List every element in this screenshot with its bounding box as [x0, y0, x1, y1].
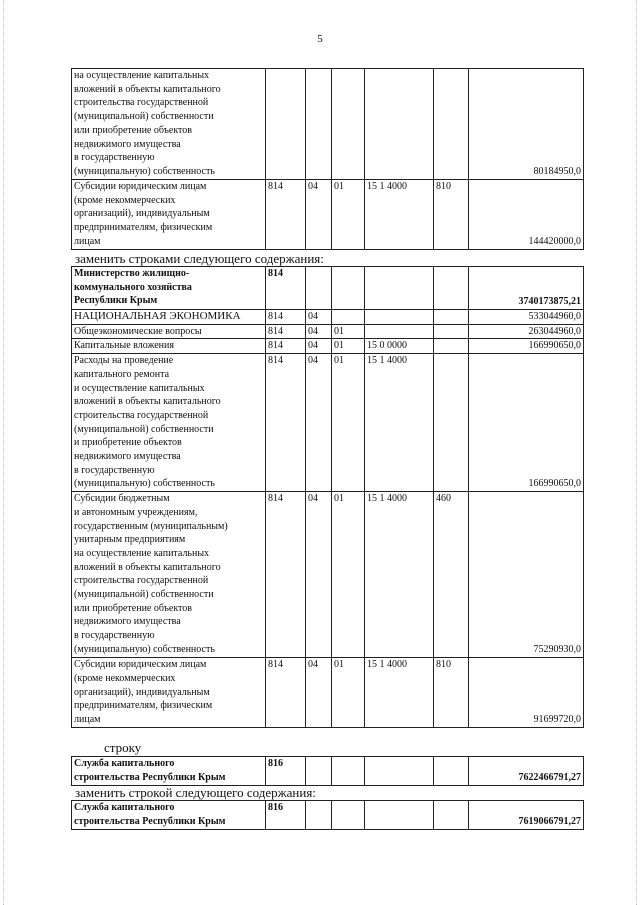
table-row [72, 180, 584, 250]
row-ved: 814 [266, 354, 306, 492]
scan-edge-left [3, 0, 4, 905]
budget-table-4 [71, 800, 584, 830]
caption-replace-row: заменить строкой следующего содержания: [75, 785, 316, 800]
row-rz: 04 [306, 658, 332, 728]
row-sum: 166990650,0 [469, 339, 584, 354]
row-vr: 460 [434, 492, 469, 658]
row-name: Расходы на проведение капитального ремонта и осуществление капитальных вложений в объекты капитального строительства государственной (муниципальной) собственности и приобретение объектов недвижимого имущества в государственную (муниципальную) собственность [72, 354, 266, 492]
row-sum: 91699720,0 [469, 658, 584, 728]
row-vr [434, 757, 469, 786]
row-csr: 15 1 4000 [365, 180, 434, 250]
row-rz: 04 [306, 339, 332, 354]
row-sum: 3740173875,21 [469, 267, 584, 310]
row-vr: 810 [434, 180, 469, 250]
row-name: Министерство жилищно- коммунального хозяйства Республики Крым [72, 267, 266, 310]
row-rz [306, 267, 332, 310]
row-sum: 166990650,0 [469, 354, 584, 492]
table-row [72, 339, 584, 354]
row-sum: 7619066791,27 [469, 801, 584, 830]
row-vr [434, 310, 469, 325]
row-vr: 810 [434, 658, 469, 728]
row-rz: 04 [306, 180, 332, 250]
row-ved: 814 [266, 492, 306, 658]
row-csr: 15 0 0000 [365, 339, 434, 354]
row-ved [266, 69, 306, 180]
row-csr [365, 69, 434, 180]
row-vr [434, 339, 469, 354]
row-name: на осуществление капитальных вложений в объекты капитального строительства государственной (муниципальной) собственности или приобретение объектов недвижимого имущества в государственную (муниципальную) собственность [72, 69, 266, 180]
row-pr: 01 [332, 492, 365, 658]
row-sum: 533044960,0 [469, 310, 584, 325]
row-sum: 75290930,0 [469, 492, 584, 658]
row-name: Капитальные вложения [72, 339, 266, 354]
row-csr [365, 267, 434, 310]
row-csr [365, 324, 434, 339]
row-csr [365, 310, 434, 325]
table-row [72, 801, 584, 830]
row-ved: 816 [266, 801, 306, 830]
scan-edge-right [636, 0, 637, 905]
row-pr [332, 801, 365, 830]
row-name: Служба капитального строительства Республики Крым [72, 801, 266, 830]
row-pr: 01 [332, 354, 365, 492]
row-name: Субсидии юридическим лицам (кроме некоммерческих организаций), индивидуальным предпринимателям, физическим лицам [72, 180, 266, 250]
page-number: 5 [317, 33, 323, 45]
row-rz: 04 [306, 492, 332, 658]
table-row [72, 492, 584, 658]
row-ved: 814 [266, 310, 306, 325]
row-csr: 15 1 4000 [365, 658, 434, 728]
row-pr [332, 757, 365, 786]
row-rz [306, 757, 332, 786]
row-ved: 814 [266, 339, 306, 354]
row-pr: 01 [332, 324, 365, 339]
row-name: Субсидии бюджетным и автономным учреждениям, государственным (муниципальным) унитарным предприятиям на осуществление капитальных вложений в объекты капитального строительства государственной (муниципальной) собственности или приобретение объектов недвижимого имущества в государственную (муниципальную) собственность [72, 492, 266, 658]
table-row [72, 267, 584, 310]
row-pr [332, 69, 365, 180]
row-rz [306, 69, 332, 180]
caption-replace-rows: заменить строками следующего содержания: [75, 251, 324, 266]
row-pr: 01 [332, 180, 365, 250]
row-vr [434, 801, 469, 830]
row-csr [365, 801, 434, 830]
row-ved: 814 [266, 324, 306, 339]
row-vr [434, 69, 469, 180]
budget-table-1 [71, 68, 584, 250]
row-sum: 144420000,0 [469, 180, 584, 250]
table-row [72, 324, 584, 339]
row-csr: 15 1 4000 [365, 354, 434, 492]
row-sum: 7622466791,27 [469, 757, 584, 786]
row-pr: 01 [332, 339, 365, 354]
budget-table-2 [71, 266, 584, 728]
row-sum: 263044960,0 [469, 324, 584, 339]
row-name: Субсидии юридическим лицам (кроме некоммерческих организаций), индивидуальным предпринимателям, физическим лицам [72, 658, 266, 728]
budget-table-3 [71, 756, 584, 786]
row-csr: 15 1 4000 [365, 492, 434, 658]
row-name: НАЦИОНАЛЬНАЯ ЭКОНОМИКА [72, 310, 266, 325]
row-csr [365, 757, 434, 786]
row-vr [434, 354, 469, 492]
row-ved: 814 [266, 658, 306, 728]
row-sum: 80184950,0 [469, 69, 584, 180]
table-row [72, 310, 584, 325]
row-name: Служба капитального строительства Республики Крым [72, 757, 266, 786]
table-row [72, 658, 584, 728]
row-pr [332, 267, 365, 310]
caption-row: строку [104, 740, 142, 755]
row-vr [434, 324, 469, 339]
row-ved: 814 [266, 267, 306, 310]
row-ved: 816 [266, 757, 306, 786]
row-rz: 04 [306, 354, 332, 492]
table-row [72, 354, 584, 492]
row-ved: 814 [266, 180, 306, 250]
row-vr [434, 267, 469, 310]
row-pr [332, 310, 365, 325]
row-rz [306, 801, 332, 830]
row-name: Общеэкономические вопросы [72, 324, 266, 339]
row-rz: 04 [306, 310, 332, 325]
row-rz: 04 [306, 324, 332, 339]
table-row [72, 757, 584, 786]
row-pr: 01 [332, 658, 365, 728]
table-row [72, 69, 584, 180]
